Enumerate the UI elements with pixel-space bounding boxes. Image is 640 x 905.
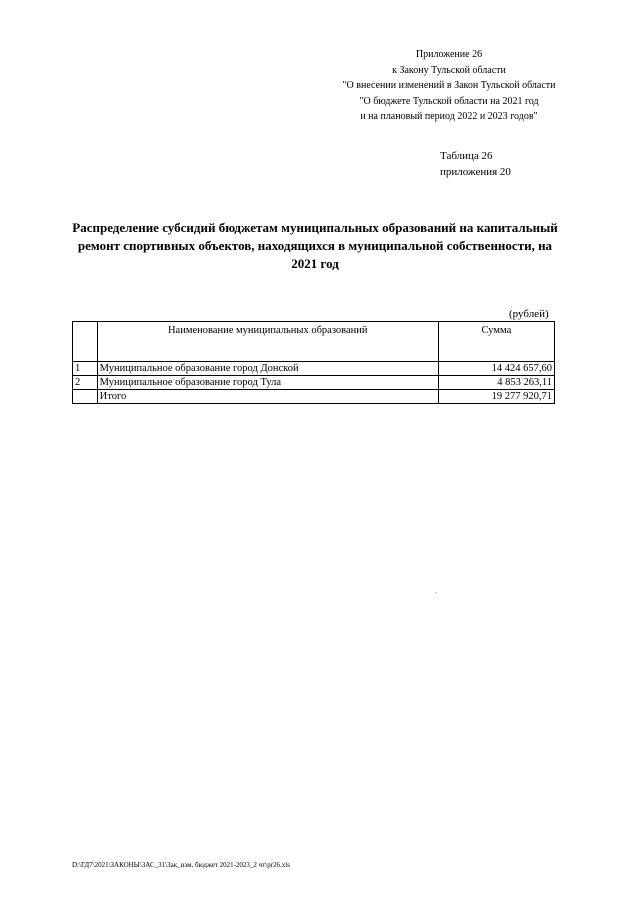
appendix-line: Приложение 26 <box>415 49 483 60</box>
row-sum: 19 277 920,71 <box>438 390 554 404</box>
total-row <box>73 390 555 404</box>
header-sum: Сумма <box>438 322 554 362</box>
document-title <box>65 219 565 273</box>
table-ref-line: Таблица 26 <box>440 150 493 162</box>
row-number <box>73 390 98 404</box>
row-sum: 4 853 263,11 <box>438 376 554 390</box>
row-number: 2 <box>73 376 98 390</box>
row-sum: 14 424 657,60 <box>438 362 554 376</box>
table-ref-line: приложения 20 <box>440 166 511 178</box>
units-label: (рублей) <box>509 308 549 320</box>
scan-speck <box>436 592 437 593</box>
row-name: Муниципальное образование город Донской <box>97 362 438 376</box>
appendix-line: к Закону Тульской области <box>392 64 506 76</box>
appendix-line: "О внесении изменений в Закон Тульской области <box>342 80 556 91</box>
row-name: Итого <box>97 390 438 404</box>
title-line: ремонт спортивных объектов, находящихся в муниципальной собственности, на <box>77 238 553 253</box>
file-path: D:\ГД7\2021\ЗАКОНЫ\ЗАС_31\Зак_изм. бюджет 2021-2023_2 чт\pr26.xls <box>72 861 290 869</box>
table-reference <box>440 148 511 180</box>
title-line: 2021 год <box>291 256 339 271</box>
table-row <box>73 362 555 376</box>
appendix-header <box>330 47 568 125</box>
header-name: Наименование муниципальных образований <box>97 322 438 362</box>
row-number: 1 <box>73 362 98 376</box>
table-header-row <box>73 322 555 362</box>
row-name: Муниципальное образование город Тула <box>97 376 438 390</box>
appendix-line: и на плановый период 2022 и 2023 годов" <box>360 111 538 122</box>
header-number <box>73 322 98 362</box>
title-line: Распределение субсидий бюджетам муниципальных образований на капитальный <box>72 220 558 235</box>
appendix-line: "О бюджете Тульской области на 2021 год <box>359 95 539 107</box>
table-row <box>73 376 555 390</box>
subsidy-table <box>72 321 555 404</box>
